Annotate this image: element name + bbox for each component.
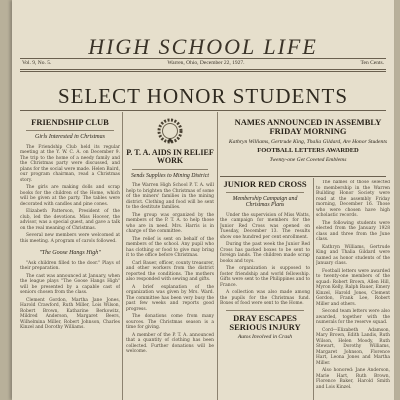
article-paragraph: The relief is sent on behalf of the members of the school. Any pupil who has clothing or food to give may bring it to the office before Christmas.	[126, 236, 214, 259]
divider	[132, 169, 208, 170]
price: Ten Cents.	[360, 60, 384, 66]
place-date: Warren, Ohio, December 22, 1927.	[167, 60, 245, 66]
article-headline: NAMES ANNOUNCED IN ASSEMBLY FRIDAY MORNING	[234, 117, 382, 136]
article-paragraph: The names of those selected to membership in the Warren Building Honor Society were read at the assembly Friday morning, December 16. Those who were chosen have high scholastic records.	[316, 180, 390, 218]
dateline	[22, 60, 384, 66]
article-paragraph: The donations come from many sources. The Christmas season is a time for giving.	[126, 314, 214, 331]
article-paragraph: Clement Gordon, Martha Jane Jones, Harold Crawford, Ruth Miller, Lois Wilson, Robert Brown, Katharine Berkowitz, Mildred Anderson, Margaret Beers, Wilhelmina Miller, Robert Johnson, Charles Kinzel and Dorothy Williams.	[20, 297, 120, 331]
article-subhead: Twenty-one Get Coveted Emblems	[269, 156, 347, 163]
wreath-icon	[155, 116, 185, 146]
article-paragraph: Kathryn Williams, Gertrude King and Thalia Gildard were named as honor students of the January class.	[316, 244, 390, 266]
article-paragraph: Also honored: Jane Anderson, Marie Hart, Ruth Brown, Florence Baker, Harold Smith and Lois Kinzel.	[316, 368, 390, 390]
article-paragraph: A member of the P. T. A. announced that a quantity of clothing has been collected. Further donations will be welcome.	[126, 332, 214, 355]
article-subhead: Autos Involved in Crash	[237, 333, 293, 340]
divider	[220, 176, 386, 177]
article-paragraph: Under the supervision of Miss Watts, the campaign for members for the Junior Red Cross was opened on Tuesday, December 13. The results show one hundred per cent enrollment.	[220, 212, 310, 240]
article-paragraph: A collection was also made among the pupils for the Christmas fund. Boxes of food were sent to the Home.	[220, 290, 310, 307]
column-friendship-club	[20, 114, 120, 400]
article-paragraph: A brief explanation of the organization was given by Mrs. Ward. The committee has been very busy the past few weeks and reports good progress.	[126, 284, 214, 312]
article-paragraph: Carl Bauer, officer, county treasurer, and other workers from the district reported the conditions. The mothers also responded with sewing and gifts.	[126, 260, 214, 283]
column-pta	[126, 114, 214, 400]
article-subhead: Kathryn Williams, Gertrude King, Thalia Gildard, Are Honor Students	[228, 138, 388, 145]
article-subhead: FOOTBALL LETTERS AWARDED	[257, 146, 359, 154]
article-paragraph: The following students were elected from the January 1928 class and three from the June class.	[316, 220, 390, 242]
article-paragraph: The Friendship Club held its regular meeting at the Y. W. C. A. on December 9. The trip to the home of a needy family and the Christmas party were discussed, and plans for the social were made. Helen Baird, our program chairman, read a Christmas story.	[20, 144, 120, 183]
article-headline: P. T. A. AIDS IN RELIEF WORK	[126, 148, 214, 166]
volume-number: Vol. 9, No. 5.	[22, 60, 52, 66]
divider	[20, 69, 386, 70]
newspaper-page	[12, 0, 394, 400]
article-paragraph: The girls are making dolls and scrap books for the children of the Home, which will be given at the party. The tables were decorated with candles and pine cones.	[20, 185, 120, 207]
masthead-title: HIGH SCHOOL LIFE	[88, 34, 318, 59]
column-divider	[217, 112, 218, 400]
article-paragraph: "Ask children filled to the door." Plays of their preparation.	[20, 260, 120, 272]
column-divider	[122, 112, 123, 400]
article-headline: JUNIOR RED CROSS	[223, 180, 307, 189]
banner-headline: SELECT HONOR STUDENTS	[57, 84, 349, 108]
article-paragraph: The Warren High School P. T. A. will help to brighten the Christmas of some of the miners' families in the mining district. Clothing and food will be sent to the destitute families.	[126, 183, 214, 211]
article-headline: "The Goose Hangs High"	[39, 250, 101, 257]
column-divider	[313, 178, 314, 400]
article-paragraph: The organization is supposed to foster friendship and world fellowship. Gifts were sent to the Philippines and to France.	[220, 266, 310, 288]
divider	[20, 110, 386, 111]
article-paragraph: Elizabeth Patterson, President of the club, led the devotions. Miss Hoover, the advisor, was a special guest, and gave a talk on the real meaning of Christmas.	[20, 209, 120, 231]
divider	[226, 192, 304, 193]
article-paragraph: Football letters were awarded to twenty-one members of the squad: Robert Brown, Allen Hill, Myron Kelly, Ralph Bauer, Emery Kinzel, Harold Jones, Clement Gordon, Frank Lee, Robert Miller and others.	[316, 268, 390, 307]
article-paragraph: The cast was announced at January, when the league plays "The Goose Hangs High" will be presented by a capable cast of seniors chosen from the class.	[20, 273, 120, 296]
column-honor-names	[316, 180, 390, 400]
article-paragraph: Several new members were welcomed at this meeting. A program of carols followed.	[20, 233, 120, 244]
article-paragraph: Second team letters were also awarded, together with the numerals for the reserve squad.	[316, 309, 390, 325]
divider	[20, 71, 386, 72]
article-paragraph: Cord—Elizabeth Adamson, Mary Brown, Edith Landis, Ruth Wilson, Helen Moody, Ruth Stewart, Dorothy Williams, Margaret Johnson, Florence Hart, Leona Jones and Martha Miller.	[316, 327, 390, 366]
divider	[226, 310, 304, 311]
article-subhead: Girls Interested in Christmas	[35, 133, 105, 140]
divider	[20, 58, 386, 59]
article-paragraph: The group was organized by the members of the P. T. A. to help those who are in need. Mrs. Harris is in charge of the committee.	[126, 212, 214, 235]
article-headline: FRIENDSHIP CLUB	[31, 117, 109, 127]
article-paragraph: During the past week the Junior Red Cross has packed boxes to be sent to foreign lands. The children made scrap books and toys.	[220, 242, 310, 264]
column-red-cross	[220, 180, 310, 400]
divider	[26, 130, 114, 131]
article-subhead: Membership Campaign and Christmas Plans	[232, 195, 298, 209]
honor-students-headline-block	[226, 118, 390, 163]
article-headline: DRAY ESCAPES SERIOUS INJURY	[229, 312, 301, 332]
article-subhead: Sends Supplies to Mining District	[131, 172, 209, 179]
